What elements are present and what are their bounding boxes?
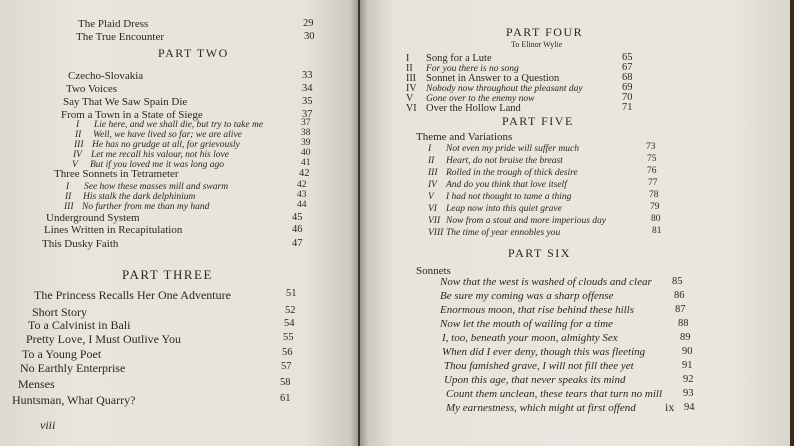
entry-title: But if you loved me it was long ago bbox=[90, 160, 225, 170]
entry-number: V bbox=[72, 160, 78, 170]
toc-entry bbox=[26, 332, 294, 347]
entry-page-number: 85 bbox=[672, 276, 683, 287]
entry-number: II bbox=[65, 192, 72, 202]
tetrameter-subentry bbox=[64, 200, 307, 212]
entry-title: Huntsman, What Quarry? bbox=[12, 393, 136, 407]
entry-page-number: 29 bbox=[303, 18, 314, 29]
toc-entry bbox=[68, 70, 313, 82]
entry-title: His stalk the dark delphinium bbox=[83, 192, 196, 202]
entry-title: No further from me than my hand bbox=[82, 202, 210, 212]
entry-title: Menses bbox=[18, 377, 55, 391]
entry-title: I had not thought to tame a thing bbox=[446, 192, 572, 202]
variation-entry bbox=[428, 178, 658, 190]
entry-title: Lie here, and we shall die, but try to take me bbox=[94, 120, 264, 130]
entry-title: Sonnet in Answer to a Question bbox=[426, 73, 560, 84]
entry-page-number: 40 bbox=[301, 148, 311, 158]
entry-page-number: 37 bbox=[301, 118, 311, 128]
toc-entry bbox=[63, 96, 313, 108]
variation-entry bbox=[428, 154, 657, 166]
entry-page-number: 91 bbox=[682, 360, 693, 371]
entry-page-number: 73 bbox=[646, 142, 656, 152]
entry-page-number: 75 bbox=[647, 154, 657, 164]
sonnet-entry bbox=[442, 332, 691, 344]
entry-title: Czecho-Slovakia bbox=[68, 70, 144, 82]
right-folio: ix bbox=[665, 400, 675, 414]
entry-page-number: 86 bbox=[674, 290, 685, 301]
entry-title: Count them unclean, these tears that turn no mill bbox=[446, 388, 663, 400]
part-five-heading: PART FIVE bbox=[502, 114, 574, 128]
entry-number: V bbox=[406, 93, 414, 104]
entry-number: I bbox=[428, 144, 432, 154]
entry-page-number: 90 bbox=[682, 346, 693, 357]
toc-entry bbox=[20, 361, 292, 376]
entry-page-number: 38 bbox=[301, 128, 311, 138]
entry-title: Now let the mouth of wailing for a time bbox=[440, 318, 613, 330]
entry-page-number: 67 bbox=[622, 62, 633, 73]
entry-title: Now from a stout and more imperious day bbox=[446, 216, 607, 226]
entry-number: VI bbox=[406, 103, 417, 114]
variation-entry bbox=[428, 190, 659, 202]
entry-number: I bbox=[76, 120, 80, 130]
entry-title: Let me recall his valour, not his love bbox=[91, 150, 229, 160]
sonnets-label: Sonnets bbox=[416, 265, 451, 277]
entry-title: To a Young Poet bbox=[22, 347, 102, 361]
toc-entry bbox=[54, 168, 310, 180]
sonnet-entry bbox=[440, 304, 686, 316]
entry-page-number: 47 bbox=[292, 238, 303, 249]
entry-title: Gone over to the enemy now bbox=[426, 94, 535, 104]
entry-number: V bbox=[428, 192, 434, 202]
entry-page-number: 61 bbox=[280, 393, 291, 404]
entry-page-number: 34 bbox=[302, 83, 313, 94]
variation-entry bbox=[428, 214, 661, 226]
entry-number: I bbox=[66, 182, 70, 192]
entry-page-number: 37 bbox=[302, 109, 313, 120]
entry-title: Now that the west is washed of clouds and clear bbox=[440, 276, 652, 288]
sonnet-entry bbox=[446, 388, 694, 400]
sonnet-entry bbox=[444, 374, 694, 386]
entry-page-number: 94 bbox=[684, 402, 695, 413]
part-three-heading: PART THREE bbox=[122, 267, 213, 282]
part-four-heading: PART FOUR bbox=[506, 25, 584, 39]
entry-title: Well, we have lived so far; we are alive bbox=[93, 130, 242, 140]
entry-title: Not even my pride will suffer much bbox=[446, 144, 579, 154]
entry-title: Over the Hollow Land bbox=[426, 103, 521, 114]
entry-title: And do you think that love itself bbox=[446, 180, 567, 190]
entry-title: No Earthly Enterprise bbox=[20, 361, 126, 375]
entry-title: To a Calvinist in Bali bbox=[28, 318, 131, 332]
entry-page-number: 56 bbox=[282, 347, 293, 358]
entry-title: For you there is no song bbox=[426, 64, 519, 74]
entry-page-number: 44 bbox=[297, 200, 307, 210]
entry-title: Three Sonnets in Tetrameter bbox=[54, 168, 179, 180]
entry-title: Leap now into this quiet grave bbox=[446, 204, 562, 214]
variation-entry bbox=[428, 166, 657, 178]
entry-number: III bbox=[64, 202, 74, 212]
entry-number: III bbox=[428, 168, 438, 178]
toc-entry bbox=[18, 377, 291, 392]
sonnet-entry bbox=[440, 318, 689, 330]
part-six-heading: PART SIX bbox=[508, 246, 571, 260]
entry-page-number: 87 bbox=[675, 304, 686, 315]
toc-entry bbox=[12, 393, 291, 408]
entry-page-number: 92 bbox=[683, 374, 694, 385]
entry-page-number: 46 bbox=[292, 224, 303, 235]
entry-number: III bbox=[406, 73, 416, 84]
toc-entry bbox=[42, 238, 303, 250]
entry-title: I, too, beneath your moon, almighty Sex bbox=[442, 332, 618, 344]
entry-page-number: 30 bbox=[304, 31, 315, 42]
toc-entry bbox=[34, 288, 297, 303]
entry-page-number: 70 bbox=[622, 92, 633, 103]
entry-page-number: 35 bbox=[302, 96, 313, 107]
sonnet-entry bbox=[440, 276, 683, 288]
entry-title: When did I ever deny, though this was fleeting bbox=[442, 346, 646, 358]
entry-page-number: 68 bbox=[622, 72, 633, 83]
sonnet-entry bbox=[440, 290, 685, 302]
entry-page-number: 42 bbox=[297, 180, 307, 190]
left-folio: viii bbox=[40, 418, 56, 432]
entry-page-number: 77 bbox=[648, 178, 658, 188]
entry-title: See how these masses mill and swarm bbox=[84, 182, 229, 192]
sonnet-entry bbox=[442, 346, 693, 358]
entry-title: The Plaid Dress bbox=[78, 18, 149, 30]
entry-title: Song for a Lute bbox=[426, 53, 492, 64]
sonnet-entry bbox=[444, 360, 693, 372]
entry-number: I bbox=[406, 53, 410, 64]
entry-page-number: 41 bbox=[301, 158, 311, 168]
variation-entry bbox=[428, 202, 660, 214]
entry-title: Rolled in the trough of thick desire bbox=[446, 168, 578, 178]
entry-number: VI bbox=[428, 204, 437, 214]
entry-number: II bbox=[75, 130, 82, 140]
part-four-dedication: To Elinor Wylie bbox=[511, 40, 563, 49]
entry-number: IV bbox=[73, 150, 82, 160]
entry-number: VIII bbox=[428, 228, 444, 238]
entry-title: Nobody now throughout the pleasant day bbox=[426, 84, 583, 94]
part-two-heading: PART TWO bbox=[158, 46, 229, 60]
entry-number: II bbox=[428, 156, 435, 166]
entry-page-number: 88 bbox=[678, 318, 689, 329]
entry-title: He has no grudge at all, for grievously bbox=[92, 140, 240, 150]
entry-title: Be sure my coming was a sharp offense bbox=[440, 290, 614, 302]
entry-title: My earnestness, which might at first offend bbox=[446, 402, 636, 414]
entry-title: Pretty Love, I Must Outlive You bbox=[26, 332, 182, 346]
toc-entry bbox=[28, 318, 295, 333]
entry-title: The Princess Recalls Her One Adventure bbox=[34, 288, 231, 302]
entry-page-number: 89 bbox=[680, 332, 691, 343]
entry-title: Thou famished grave, I will not fill thee yet bbox=[444, 360, 634, 372]
entry-title: The time of year ennobles you bbox=[446, 228, 561, 238]
entry-title: From a Town in a State of Siege bbox=[61, 109, 203, 121]
entry-page-number: 80 bbox=[651, 214, 661, 224]
entry-page-number: 55 bbox=[283, 332, 294, 343]
entry-page-number: 69 bbox=[622, 82, 633, 93]
entry-number: VII bbox=[428, 216, 441, 226]
entry-page-number: 54 bbox=[284, 318, 295, 329]
theme-and-variations: Theme and Variations bbox=[416, 131, 513, 143]
entry-number: IV bbox=[428, 180, 437, 190]
entry-title: Enormous moon, that rise behind these hills bbox=[440, 304, 635, 316]
entry-title: This Dusky Faith bbox=[42, 238, 119, 250]
entry-title: Heart, do not bruise the breast bbox=[446, 156, 563, 166]
part-four-entry bbox=[406, 102, 633, 114]
toc-entry bbox=[22, 347, 293, 362]
entry-page-number: 42 bbox=[299, 168, 310, 179]
entry-number: IV bbox=[406, 83, 417, 94]
entry-number: III bbox=[74, 140, 84, 150]
entry-title: The True Encounter bbox=[76, 31, 164, 43]
entry-title: Underground System bbox=[46, 212, 140, 224]
entry-page-number: 33 bbox=[302, 70, 313, 81]
variation-entry bbox=[428, 142, 656, 154]
toc-entry bbox=[76, 31, 315, 43]
entry-page-number: 52 bbox=[285, 305, 296, 316]
entry-page-number: 43 bbox=[297, 190, 307, 200]
toc-entry bbox=[44, 224, 303, 236]
entry-page-number: 78 bbox=[649, 190, 659, 200]
toc-entry bbox=[66, 83, 313, 95]
entry-page-number: 45 bbox=[292, 212, 303, 223]
entry-title: Two Voices bbox=[66, 83, 118, 95]
entry-page-number: 58 bbox=[280, 377, 291, 388]
entry-page-number: 65 bbox=[622, 52, 633, 63]
left-page bbox=[0, 0, 358, 446]
entry-title: Say That We Saw Spain Die bbox=[63, 96, 188, 108]
entry-page-number: 57 bbox=[281, 361, 292, 372]
right-page bbox=[360, 0, 790, 446]
entry-page-number: 71 bbox=[622, 102, 633, 113]
entry-page-number: 51 bbox=[286, 288, 297, 299]
entry-page-number: 76 bbox=[647, 166, 657, 176]
toc-entry bbox=[78, 18, 314, 30]
entry-page-number: 79 bbox=[650, 202, 660, 212]
entry-page-number: 81 bbox=[652, 226, 662, 236]
entry-page-number: 93 bbox=[683, 388, 694, 399]
toc-entry bbox=[46, 212, 303, 224]
entry-number: II bbox=[406, 63, 413, 74]
variation-entry bbox=[428, 226, 662, 238]
entry-title: Upon this age, that never speaks its mind bbox=[444, 374, 626, 386]
entry-title: Short Story bbox=[32, 305, 88, 319]
entry-page-number: 39 bbox=[301, 138, 311, 148]
book-gutter bbox=[350, 0, 368, 446]
entry-title: Lines Written in Recapitulation bbox=[44, 224, 183, 236]
